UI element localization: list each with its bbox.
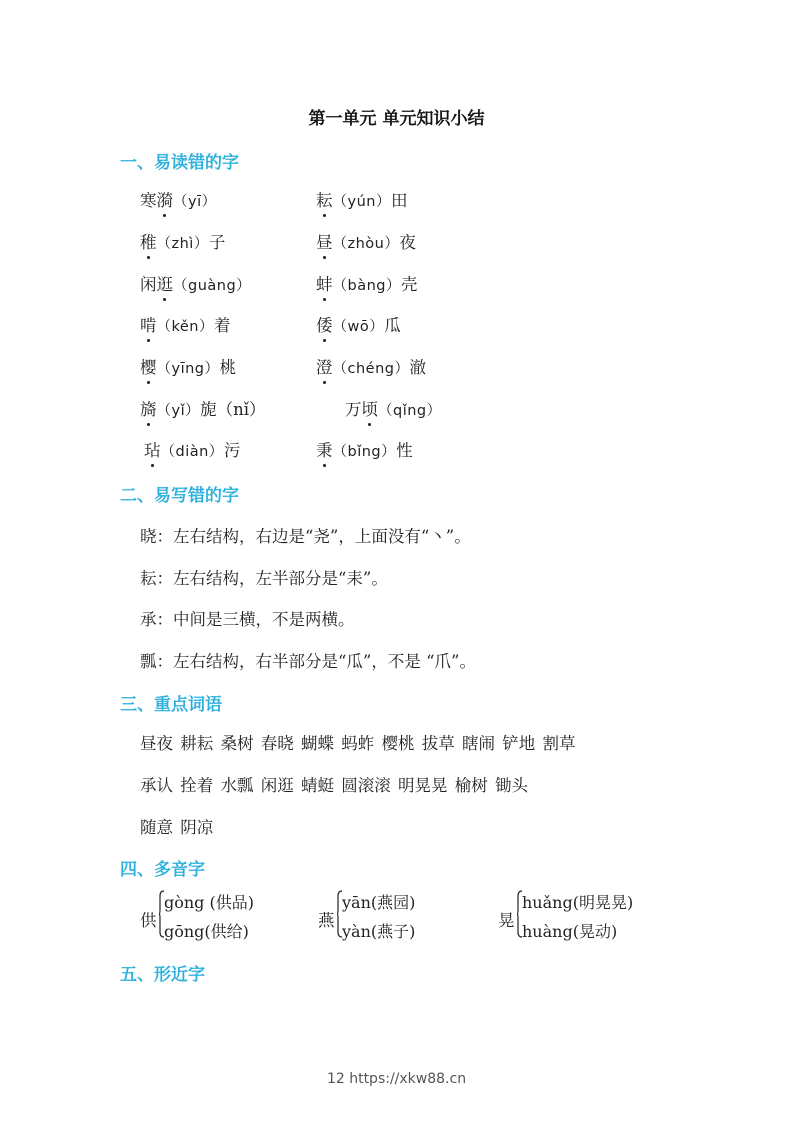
section-heading-easy-misread: 一、易读错的字	[120, 153, 239, 173]
polyphone-reading: huǎng(明晃晃)	[522, 893, 634, 912]
writing-note: 瓢：左右结构，右半部分是“瓜”，不是 “爪”。	[140, 652, 476, 671]
page-footer: 12 https://xkw88.cn	[326, 1071, 467, 1087]
reading-item: 寒漪（yī）	[140, 187, 217, 211]
polyphone-reading: huàng(晃动)	[522, 922, 618, 941]
writing-note: 耘：左右结构，左半部分是“耒”。	[140, 569, 388, 588]
polyphone-readings	[164, 888, 254, 946]
reading-item: 啃（kěn）着	[140, 312, 231, 336]
word-list-line: 昼夜 耕耘 桑树 春晓 蝴蝶 蚂蚱 樱桃 拔草 瞎闹 铲地 割草	[140, 734, 576, 753]
reading-item: 闲逛（guàng）	[140, 271, 251, 295]
section-heading-polyphones: 四、多音字	[120, 860, 205, 880]
reading-item: 澄（chéng）澈	[316, 354, 426, 378]
reading-item: 万顷（qǐng）	[345, 396, 442, 420]
polyphone-reading: gōng(供给)	[164, 922, 249, 941]
reading-item: 樱（yīng）桃	[140, 354, 236, 378]
polyphone-char: 供	[140, 911, 157, 930]
writing-note: 晓：左右结构，右边是“尧”，上面没有“丶”。	[140, 527, 471, 546]
polyphone-reading: gòng (供品)	[164, 893, 254, 912]
reading-item: 玷（diàn）污	[144, 437, 240, 461]
reading-item: 秉（bǐng）性	[316, 437, 413, 461]
polyphone-readings	[342, 888, 415, 946]
section-heading-easy-miswrite: 二、易写错的字	[120, 486, 239, 506]
polyphone-reading: yàn(燕子)	[342, 922, 416, 941]
polyphone-char: 燕	[318, 911, 335, 930]
word-list-line: 承认 拴着 水瓢 闲逛 蜻蜓 圆滚滚 明晃晃 榆树 锄头	[140, 776, 528, 795]
polyphone-reading: yān(燕园)	[342, 893, 416, 912]
page-title: 第一单元 单元知识小结	[308, 109, 485, 129]
writing-note: 承：中间是三横，不是两横。	[140, 610, 355, 629]
section-heading-key-words: 三、重点词语	[120, 695, 222, 715]
polyphone-char: 晃	[498, 911, 515, 930]
reading-item: 蚌（bàng）壳	[316, 271, 417, 295]
reading-item: 倭（wō）瓜	[316, 312, 401, 336]
reading-item: 旖（yǐ）旎（nǐ）	[140, 396, 266, 420]
section-heading-similar-chars: 五、形近字	[120, 965, 205, 985]
reading-item: 稚（zhì）子	[140, 229, 225, 253]
polyphone-readings	[522, 888, 633, 946]
reading-item: 耘（yún）田	[316, 187, 407, 211]
reading-item: 昼（zhòu）夜	[316, 229, 416, 253]
word-list-line: 随意 阴凉	[140, 818, 214, 837]
